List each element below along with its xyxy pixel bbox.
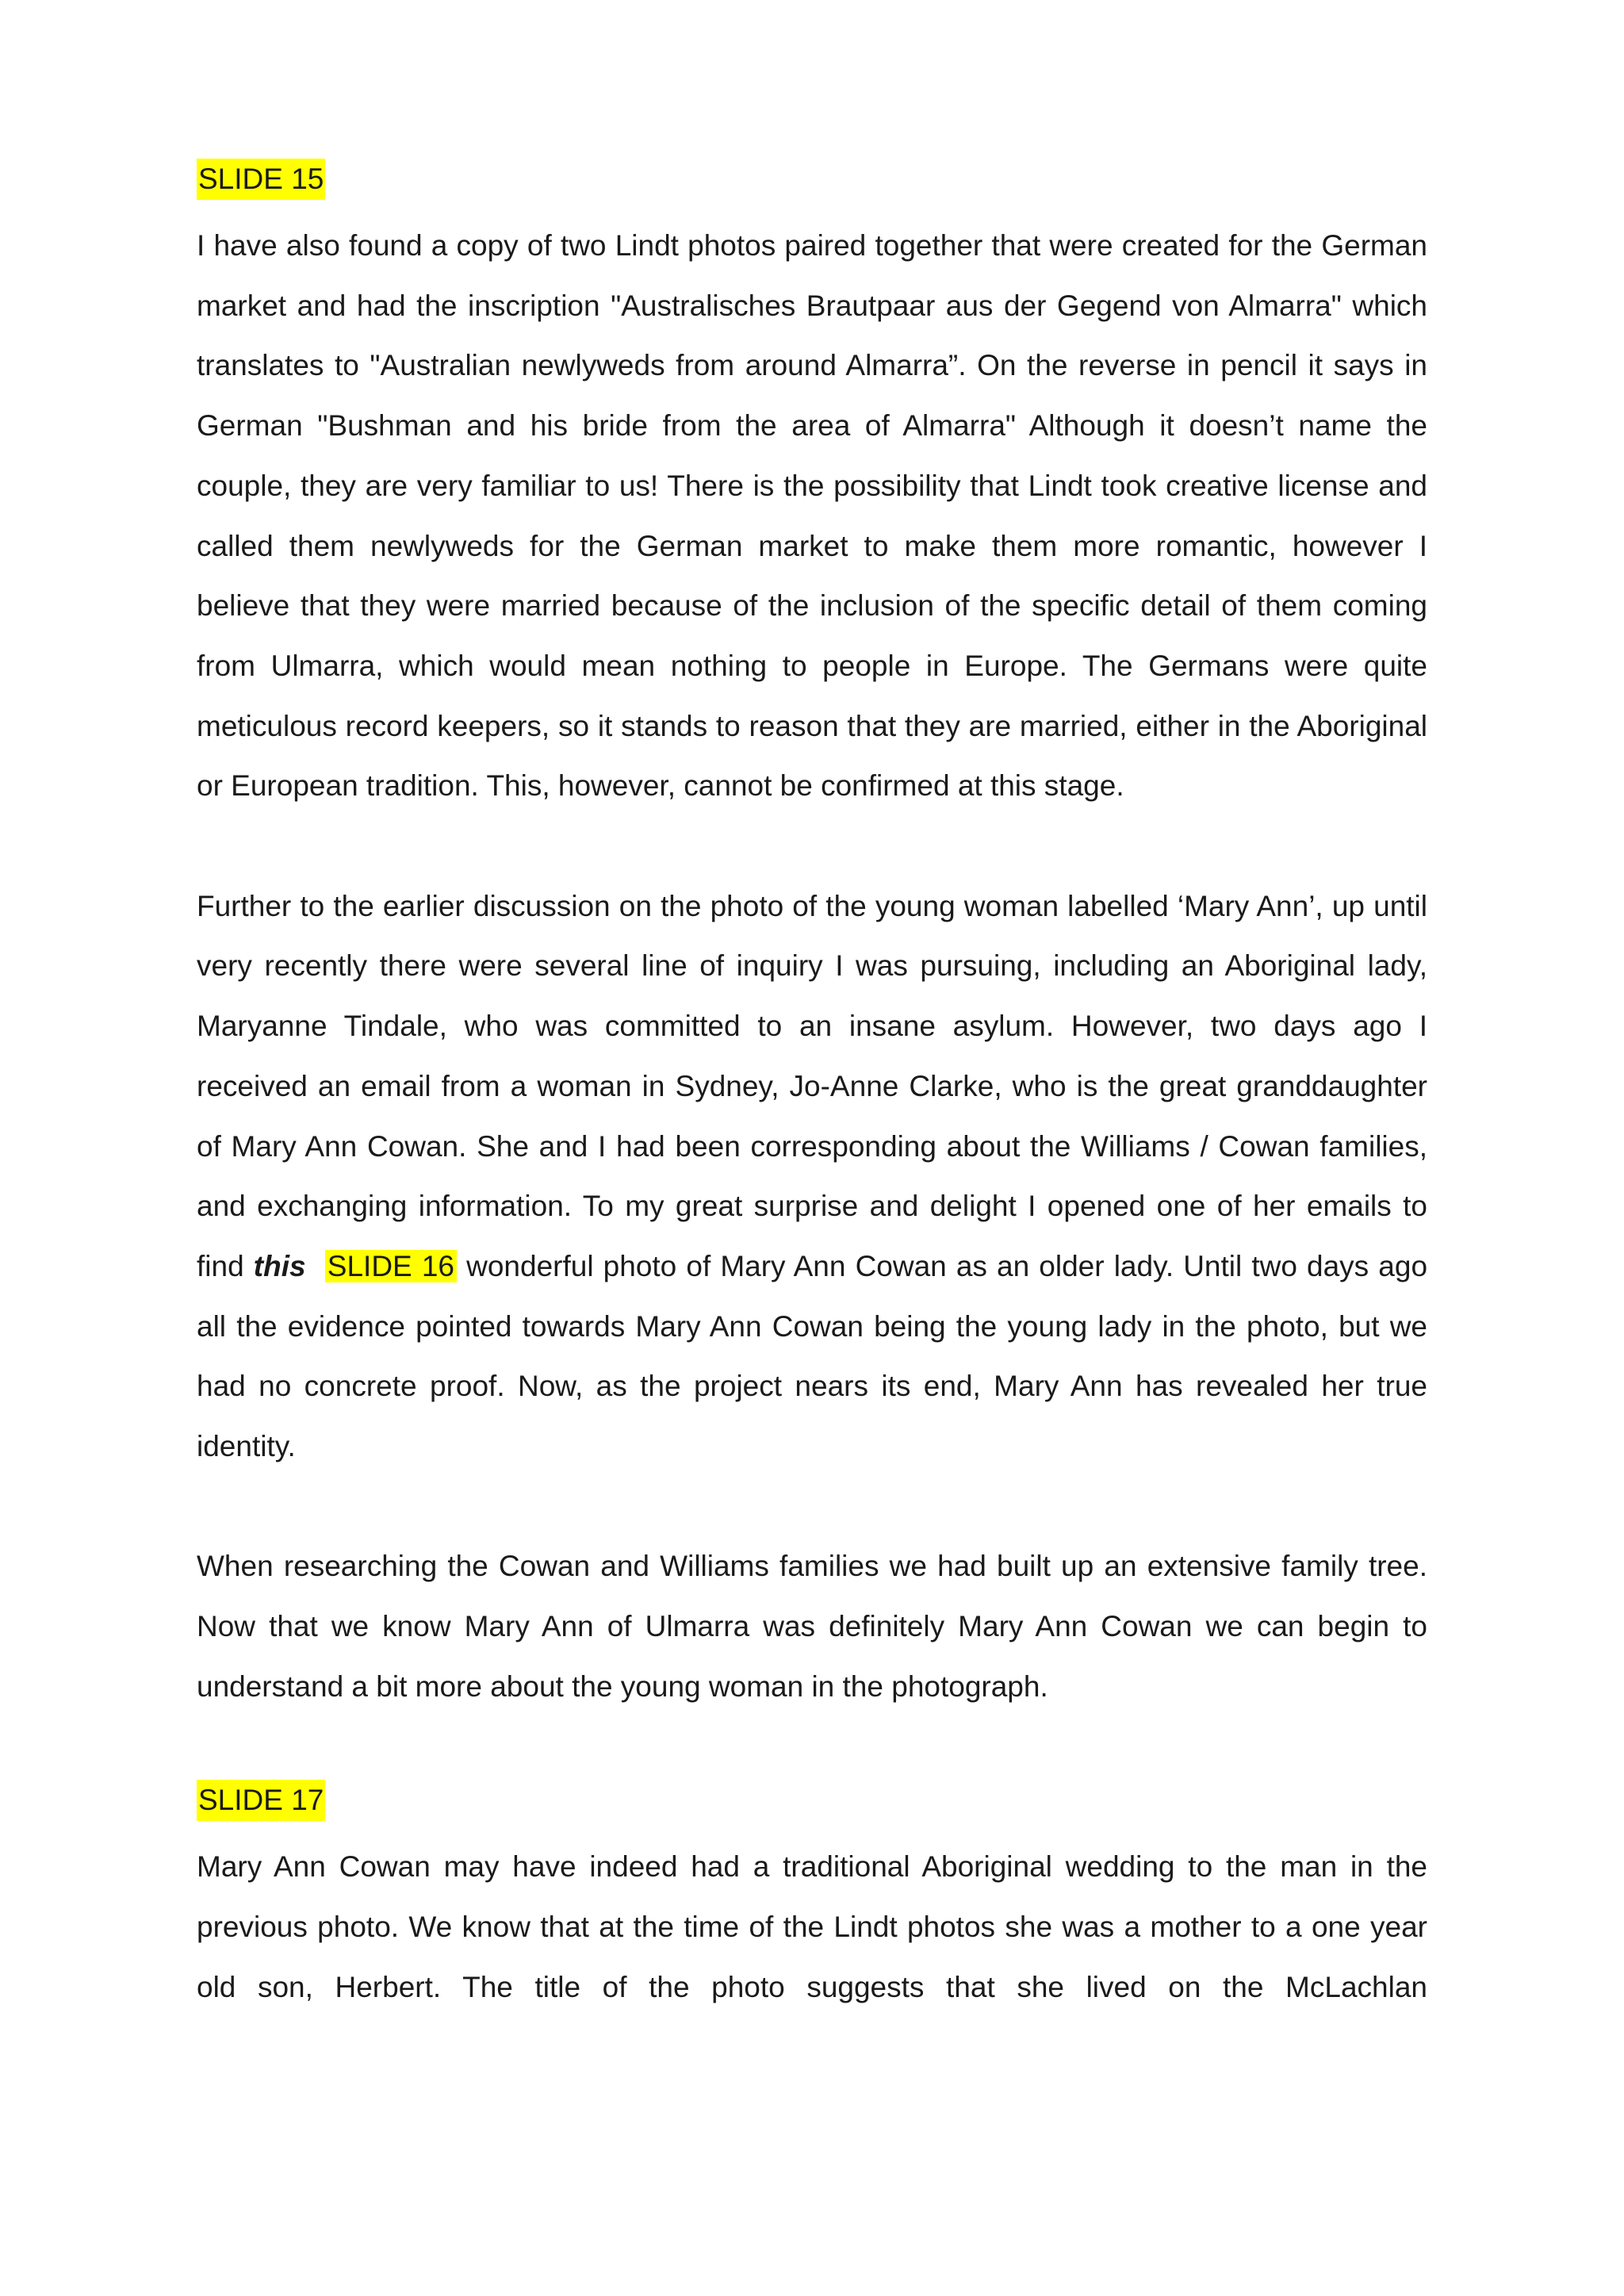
paragraph-spacer <box>197 1717 1427 1777</box>
paragraph-spacer <box>197 816 1427 876</box>
slide-15-paragraph: I have also found a copy of two Lindt photos paired together that were created for the German market and had the inscription "Australisches Brautpaar aus der Gegend von Almarra" which translates to "Australian newlyweds from around Almarra”. On the reverse in pencil it says in German "Bushman and his bride from the area of Almarra" Although it doesn’t name the couple, they are very familiar to us! There is the possibility that Lindt took creative license and called them newlyweds for the German market to make them more romantic, however I believe that they were married because of the inclusion of the specific detail of them coming from Ulmarra, which would mean nothing to people in Europe. The Germans were quite meticulous record keepers, so it stands to reason that they are married, either in the Aboriginal or European tradition. This, however, cannot be confirmed at this stage. <box>197 229 1427 803</box>
mary-ann-text-part1: Further to the earlier discussion on the photo of the young woman labelled ‘Mary Ann’, up until very recently there were several line of inquiry I was pursuing, including an Aboriginal lady, Maryanne Tindale, who was committed to an insane asylum. However, two days ago I received an email from a woman in Sydney, Jo-Anne Clarke, who is the great granddaughter of Mary Ann Cowan. She and I had been corresponding about the Williams / Cowan families, and exchanging information. To my great surprise and delight I opened one of her emails to find <box>197 889 1427 1282</box>
slide-15-label: SLIDE 15 <box>197 159 325 200</box>
slide-15-heading <box>197 155 1427 216</box>
slide-17-label: SLIDE 17 <box>197 1780 325 1821</box>
family-tree-paragraph: When researching the Cowan and Williams families we had built up an extensive family tree. Now that we know Mary Ann of Ulmarra was definitely Mary Ann Cowan we can begin to understand a bit more about the young woman in the photograph. <box>197 1550 1427 1703</box>
slide-17-heading <box>197 1777 1427 1837</box>
document-body <box>197 155 1427 2017</box>
slide-17-paragraph: Mary Ann Cowan may have indeed had a traditional Aboriginal wedding to the man in the previous photo. We know that at the time of the Lindt photos she was a mother to a one year old son, Herbert. The title of the photo suggests that she lived on the McLachlan <box>197 1850 1427 2003</box>
mary-ann-text-part2: wonderful photo of Mary Ann Cowan as an older lady. Until two days ago all the evidence pointed towards Mary Ann Cowan being the young lady in the photo, but we had no concrete proof. Now, as the project nears its end, Mary Ann has revealed her true identity. <box>197 1249 1428 1463</box>
emphasis-this: this <box>253 1249 306 1282</box>
mary-ann-paragraph <box>197 876 1427 1477</box>
slide-16-label: SLIDE 16 <box>325 1250 457 1282</box>
paragraph-spacer <box>197 1477 1427 1537</box>
